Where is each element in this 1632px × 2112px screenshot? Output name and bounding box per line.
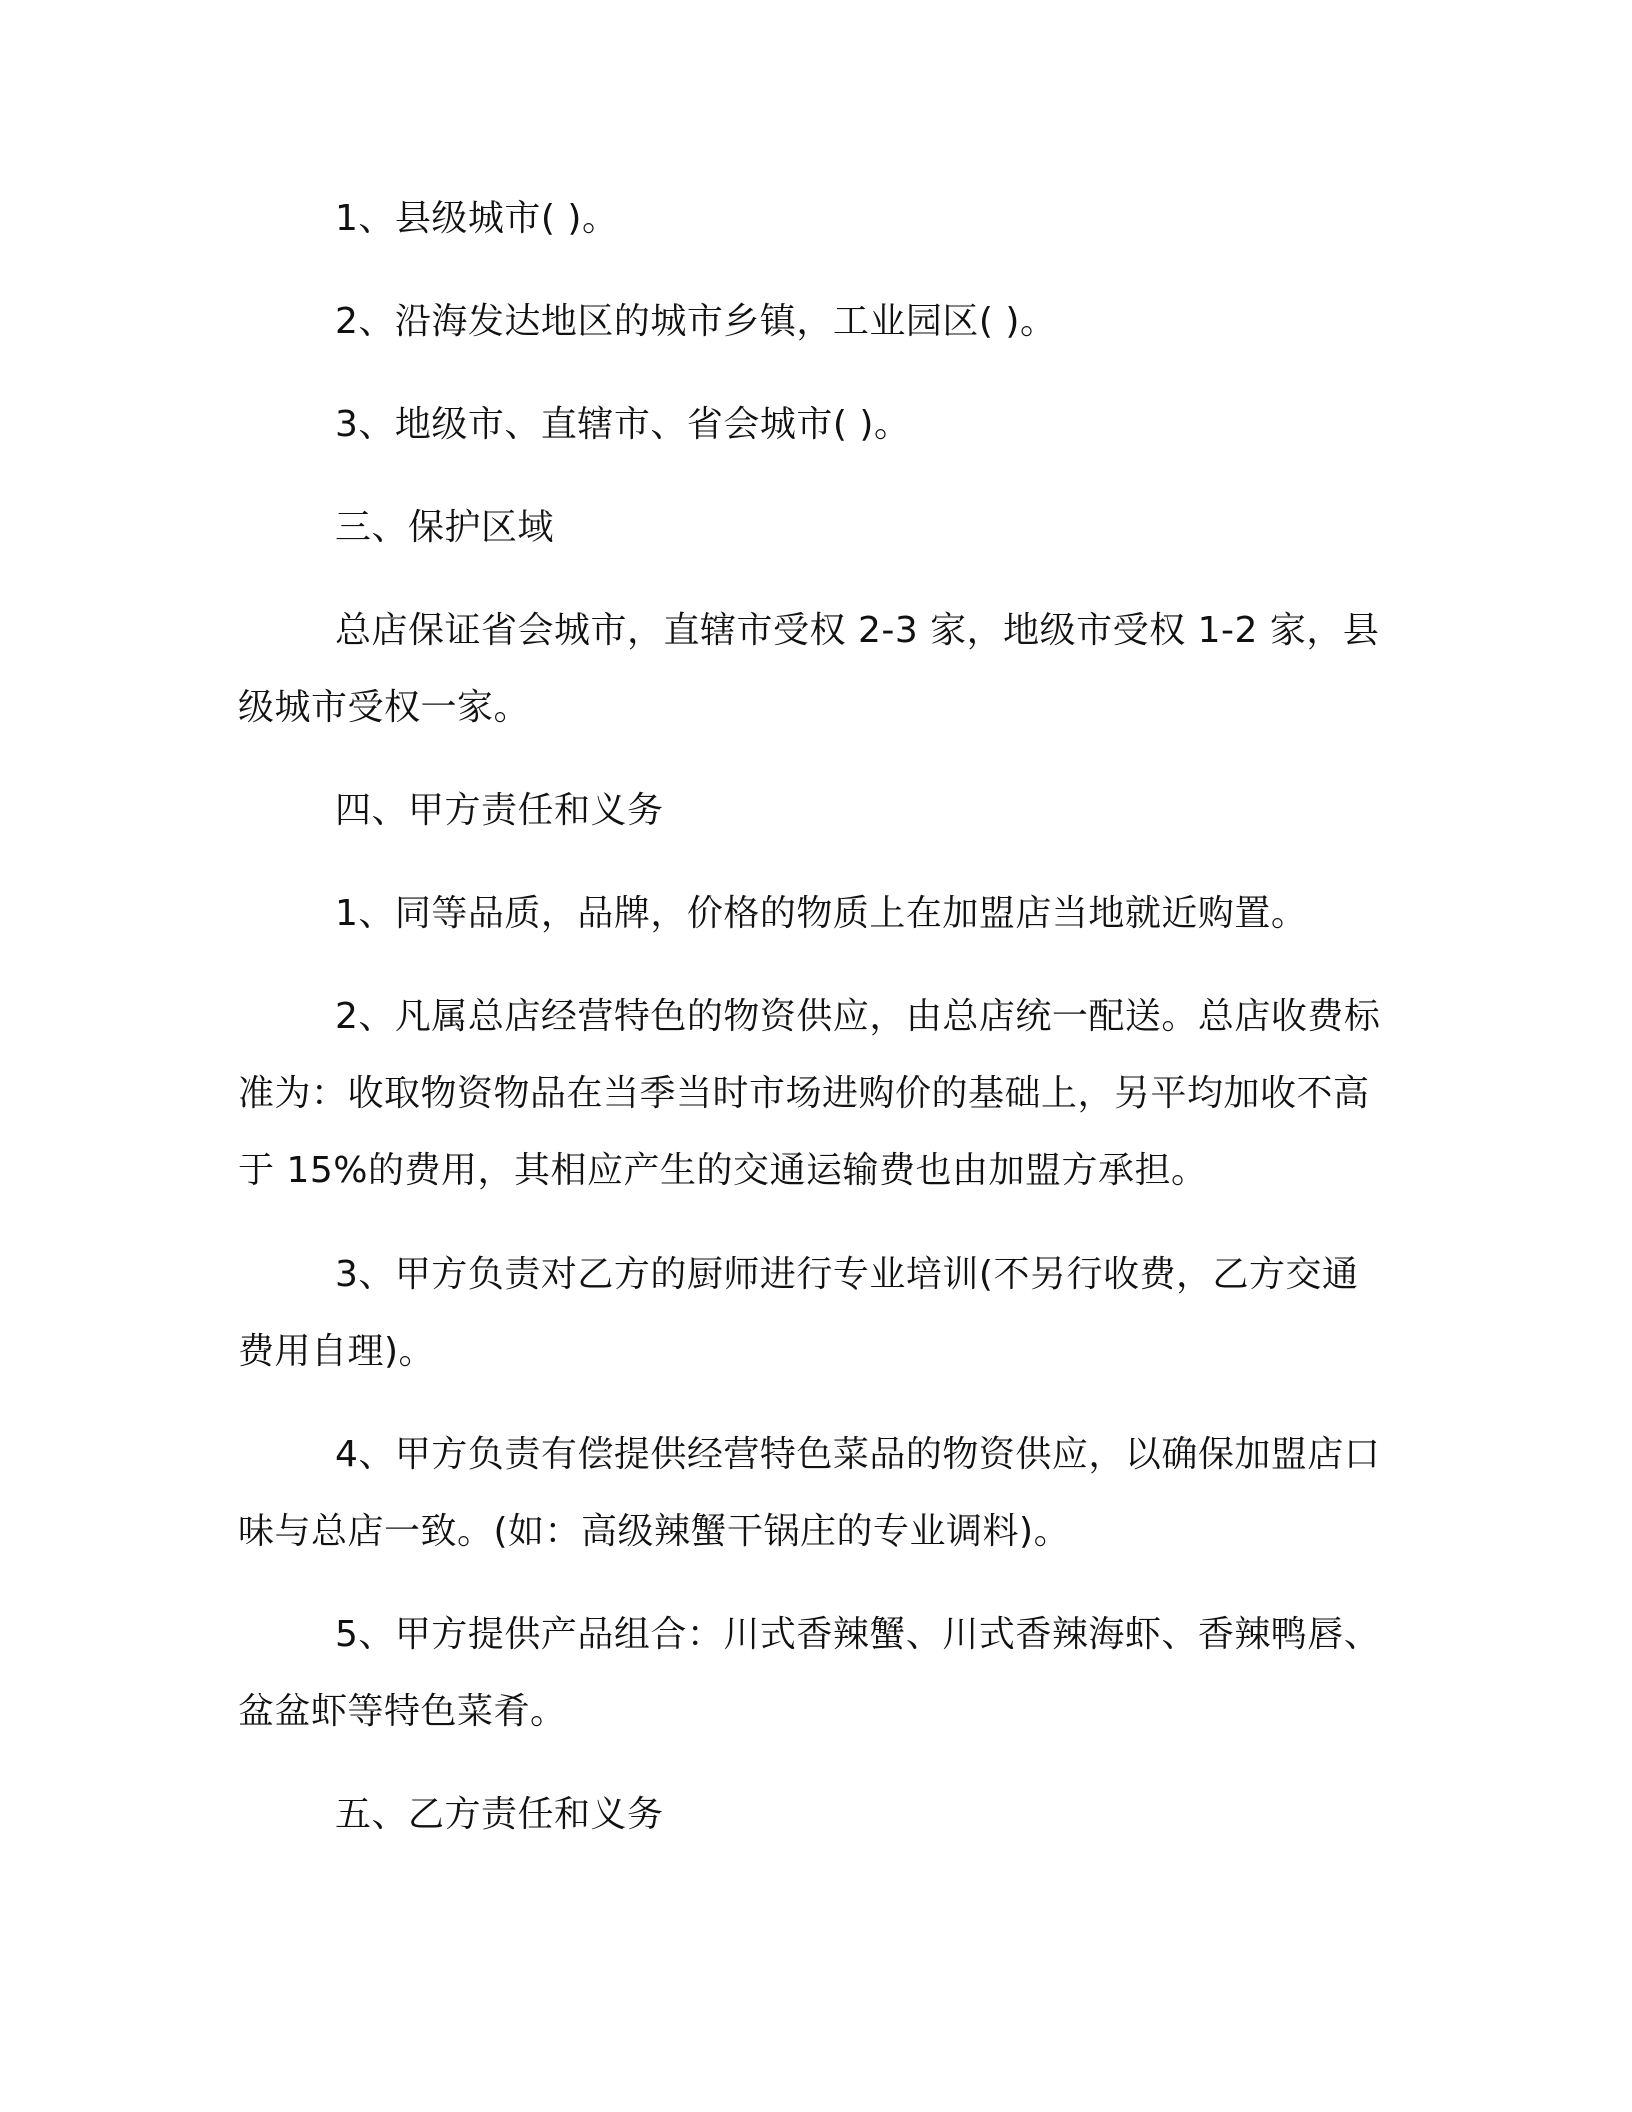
paragraph-party-a-item-4: 4、甲方负责有偿提供经营特色菜品的物资供应，以确保加盟店口味与总店一致。(如：高级辣蟹干锅庄的专业调料)。 xyxy=(238,1434,1381,1552)
paragraph-party-a-item-1: 1、同等品质，品牌，价格的物质上在加盟店当地就近购置。 xyxy=(335,893,1308,934)
paragraph-party-a-item-5: 5、甲方提供产品组合：川式香辣蟹、川式香辣海虾、香辣鸭唇、盆盆虾等特色菜肴。 xyxy=(238,1614,1381,1732)
heading-party-a-duties: 四、甲方责任和义务 xyxy=(335,790,664,831)
paragraph-protection-quota: 总店保证省会城市，直辖市受权 2-3 家，地级市受权 1-2 家，县级城市受权一家。 xyxy=(238,610,1380,728)
paragraph-prefecture-city: 3、地级市、直辖市、省会城市( )。 xyxy=(335,404,911,445)
heading-protected-area: 三、保护区域 xyxy=(335,507,555,548)
heading-party-b-duties: 五、乙方责任和义务 xyxy=(335,1794,664,1835)
paragraph-party-a-item-2: 2、凡属总店经营特色的物资供应，由总店统一配送。总店收费标准为：收取物资物品在当季当时市场进购价的基础上，另平均加收不高于 15%的费用，其相应产生的交通运输费也由加盟方承担。 xyxy=(238,996,1381,1191)
paragraph-county-city: 1、县级城市( )。 xyxy=(335,198,619,239)
paragraph-party-a-item-3: 3、甲方负责对乙方的厨师进行专业培训(不另行收费，乙方交通费用自理)。 xyxy=(238,1254,1359,1372)
paragraph-coastal-area: 2、沿海发达地区的城市乡镇，工业园区( )。 xyxy=(335,301,1057,342)
